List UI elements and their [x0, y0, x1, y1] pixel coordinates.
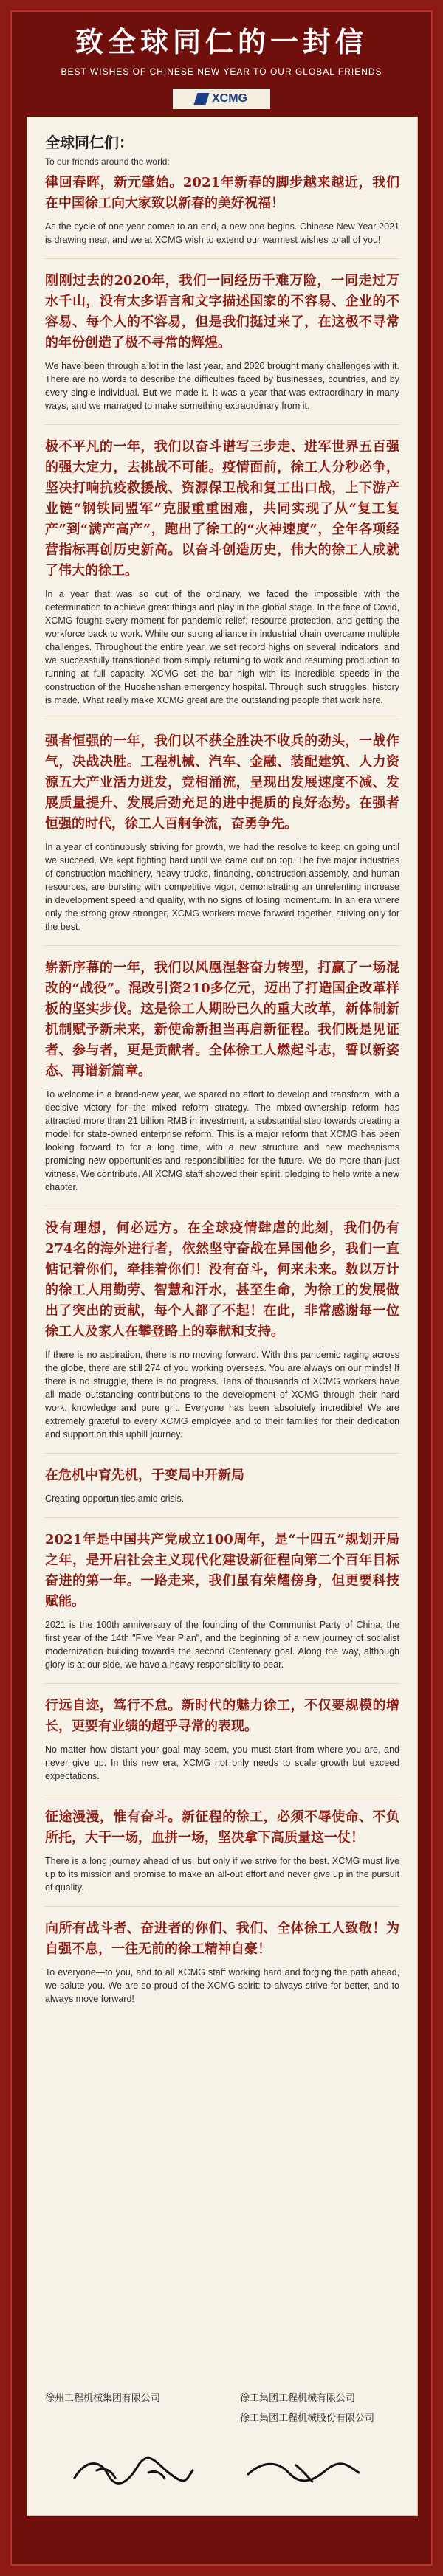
- page-subtitle: BEST WISHES OF CHINESE NEW YEAR TO OUR GLOBAL FRIENDS: [61, 66, 382, 77]
- paragraph-zh: 2021年是中国共产党成立100周年，是“十四五”规划开局之年，是开启社会主义现代化建设新征程向第二个百年目标奋进的第一年。一路走来，我们虽有荣耀傍身，但更要科技赋能。: [45, 1532, 399, 1609]
- salutation-zh: 全球同仁们：: [45, 134, 134, 151]
- paragraph-en: No matter how distant your goal may seem, you must start from where you are, and never give up. In this new era, XCMG not only needs to scale growth but exceed expectations.: [45, 1744, 399, 1781]
- signature-left-icon: [67, 2452, 200, 2487]
- paragraph-6: [45, 1218, 399, 1441]
- paragraph-en: In a year of continuously striving for growth, we had the resolve to keep on going until we succeed. We kept fighting hard until we came out on top. The five major industries of construction machinery, heavy trucks, financing, construction assembly, and human resources, are bursting with competitive vigor, demonstrating an unrelenting increase in development speed and quality, with no signs of losing momentum. In an era where only the strong grow stronger, XCMG workers move forward together, striving only for the best.: [45, 842, 399, 932]
- paragraph-9: [45, 1696, 399, 1783]
- paragraph-en: 2021 is the 100th anniversary of the founding of the Communist Party of China, the first year of the 14th "Five Year Plan", and the beginning of a new journey of socialist modernization building towards the second Centenary goal. Along the way, although glory is at our side, we have a heavy responsibility to bear.: [45, 1620, 399, 1670]
- paragraph-zh: 极不平凡的一年，我们以奋斗谱写三步走、进军世界五百强的强大定力，去挑战不可能。疫情面前，徐工人分秒必争，坚决打响抗疫救援战、资源保卫战和复工出口战，上下游产业链“钢铁同盟军”克服重重困难，共同实现了从“复工复产”到“满产高产”，跑出了徐工的“火神速度”，全年各项经营指标再创历史新高。以奋斗创造历史，伟大的徐工人成就了伟大的徐工。: [45, 439, 399, 579]
- divider: [45, 258, 399, 259]
- paragraph-zh: 强者恒强的一年，我们以不获全胜决不收兵的劲头，一战作气，决战决胜。工程机械、汽车、金融、装配建筑、人力资源五大产业活力迸发，竞相涌流，呈现出发展速度不减、发展质量提升、发展后劲充足的进中提质的良好态势。在强者恒强的时代，徐工人百舸争流，奋勇争先。: [45, 733, 399, 832]
- letter-paper: [27, 117, 418, 2516]
- paragraph-3: [45, 437, 399, 707]
- letter-content: [45, 131, 399, 2017]
- paragraph-zh: 刚刚过去的2020年，我们一同经历千难万险，一同走过万水千山，没有太多语言和文字描述国家的不容易、企业的不容易、每个人的不容易，但是我们挺过来了，在这极不寻常的年份创造了极不寻常的辉煌。: [45, 273, 399, 351]
- paragraph-5: [45, 958, 399, 1194]
- paragraph-en: To everyone—to you, and to all XCMG staff working hard and forging the path ahead, we salute you. We are so proud of the XCMG spirit: to always strive for better, and to always move forward!: [45, 1967, 399, 2004]
- paragraph-4: [45, 731, 399, 933]
- paragraph-en: Creating opportunities amid crisis.: [45, 1494, 185, 1504]
- company-name: 徐工集团工程机械股份有限公司: [240, 2412, 375, 2423]
- paragraph-11: [45, 1919, 399, 2006]
- signature-handwriting-right: [237, 2452, 370, 2487]
- signature-right-icon: [237, 2452, 370, 2487]
- paragraph-zh: 征途漫漫，惟有奋斗。新征程的徐工，必须不辱使命、不负所托，大干一场，血拼一场，坚决拿下高质量这一仗！: [45, 1809, 399, 1845]
- paragraph-en: There is a long journey ahead of us, but only if we strive for the best. XCMG must live up to its mission and promise to make an all-out effort and never give up in the pursuit of quality.: [45, 1856, 399, 1893]
- paragraph-7: [45, 1465, 399, 1505]
- paragraph-8: [45, 1530, 399, 1671]
- divider: [45, 945, 399, 946]
- page-header: [0, 0, 443, 111]
- paragraph-zh: 律回春晖，新元肇始。2021年新春的脚步越来越近，我们在中国徐工向大家致以新春的美好祝福！: [45, 175, 399, 211]
- page-title: 致全球同仁的一封信: [75, 25, 368, 58]
- paragraph-en: If there is no aspiration, there is no moving forward. With this pandemic raging across the globe, there are still 274 of you working overseas. You are always on our minds! If there is no struggle, there is no progress. Tens of thousands of XCMG workers have all made outstanding contributions to the development of XCMG through their hard work, knowledge and pure grit. Everyone has been absolutely incredible! We are extremely grateful to every XCMG employee and to their families for their dedication and support on this uphill journey.: [45, 1350, 399, 1440]
- signature-block: [45, 2390, 399, 2501]
- divider: [45, 1517, 399, 1518]
- xcmg-logo: [173, 89, 270, 109]
- divider: [45, 1906, 399, 1907]
- paragraph-en: We have been through a lot in the last year, and 2020 brought many challenges with it. There are no words to describe the difficulties faced by businesses, countries, and by every single individual. But we made it. It was a year that was extraordinary in many ways, and we managed to make something extraordinary from it.: [45, 361, 399, 411]
- paragraph-1: [45, 173, 399, 246]
- signature-handwriting-left: [67, 2452, 200, 2487]
- paragraph-zh: 崭新序幕的一年，我们以风凰涅磐奋力转型，打赢了一场混改的“战役”。混改引资210多亿元，迈出了打造国企改革样板的坚实步伐。这是徐工人期盼已久的重大改革，新体制新机制赋予新未来，新使命新担当再启新征程。我们既是见证者、参与者，更是贡献者。全体徐工人燃起斗志，誓以新姿态、再谱新篇章。: [45, 960, 399, 1079]
- divider: [45, 1453, 399, 1454]
- divider: [45, 424, 399, 425]
- signature-left: [45, 2390, 222, 2410]
- divider: [45, 1683, 399, 1684]
- paragraph-zh: 行远自迩，笃行不怠。新时代的魅力徐工，不仅要规模的增长，更要有业绩的超乎寻常的表现。: [45, 1698, 399, 1734]
- paragraph-en: To welcome in a brand-new year, we spared no effort to develop and transform, with a decisive victory for the mixed reform strategy. The mixed-ownership reform has attracted more than 21 billion RMB in investment, a substantial step towards creating a model for state-owned enterprise reform. This is a major reform that XCMG has been looking forward to for a long time, with a new structure and new mechanisms promising new opportunities and responsibilities for the future. We do more than just witness. We contribute. All XCMG staff showed their spirit, pledging to help write a new chapter.: [45, 1089, 399, 1192]
- company-name: 徐州工程机械集团有限公司: [45, 2392, 161, 2403]
- company-name: 徐工集团工程机械有限公司: [240, 2392, 356, 2403]
- paragraph-zh: 向所有战斗者、奋进者的你们、我们、全体徐工人致敬！为自强不息，一往无前的徐工精神自豪！: [45, 1921, 399, 1957]
- paragraph-2: [45, 271, 399, 412]
- logo-mark-icon: [193, 93, 209, 105]
- paragraph-en: In a year that was so out of the ordinary, we faced the impossible with the determination to achieve great things and play in the global stage. In the face of Covid, XCMG fought every moment for pandemic relief, resource protection, and getting the workforce back to work. While our strong alliance in industrial chain overcame multiple challenges. Throughout the entire year, we set record highs on several indicators, and we successfully transitioned from simply returning to work and resuming production to running at full capacity. XCMG set the bar high with its incredible speeds in the construction of the Huoshenshan emergency hospital. Through such struggles, history is made. What really make XCMG great are the outstanding people that work here.: [45, 589, 399, 705]
- signature-right: [240, 2390, 399, 2430]
- paragraph-en: As the cycle of one year comes to an end, a new one begins. Chinese New Year 2021 is drawing near, and we at XCMG wish to extend our warmest wishes to all of you!: [45, 221, 399, 245]
- paragraph-zh: 没有理想，何必远方。在全球疫情肆虐的此刻，我们仍有274名的海外进行者，依然坚守奋战在异国他乡，我们一直惦记着你们，牵挂着你们！没有奋斗，何来未来。数以万计的徐工人用勤劳、智慧和汗水，甚至生命，为徐工的发展做出了突出的贡献，每个人都了不起！在此，非常感谢每一位徐工人及家人在攀登路上的奉献和支持。: [45, 1220, 399, 1339]
- salutation-en: To our friends around the world:: [45, 156, 170, 167]
- paragraph-zh: 在危机中育先机，于变局中开新局: [45, 1468, 244, 1483]
- logo-text: XCMG: [212, 92, 247, 105]
- paragraph-10: [45, 1807, 399, 1894]
